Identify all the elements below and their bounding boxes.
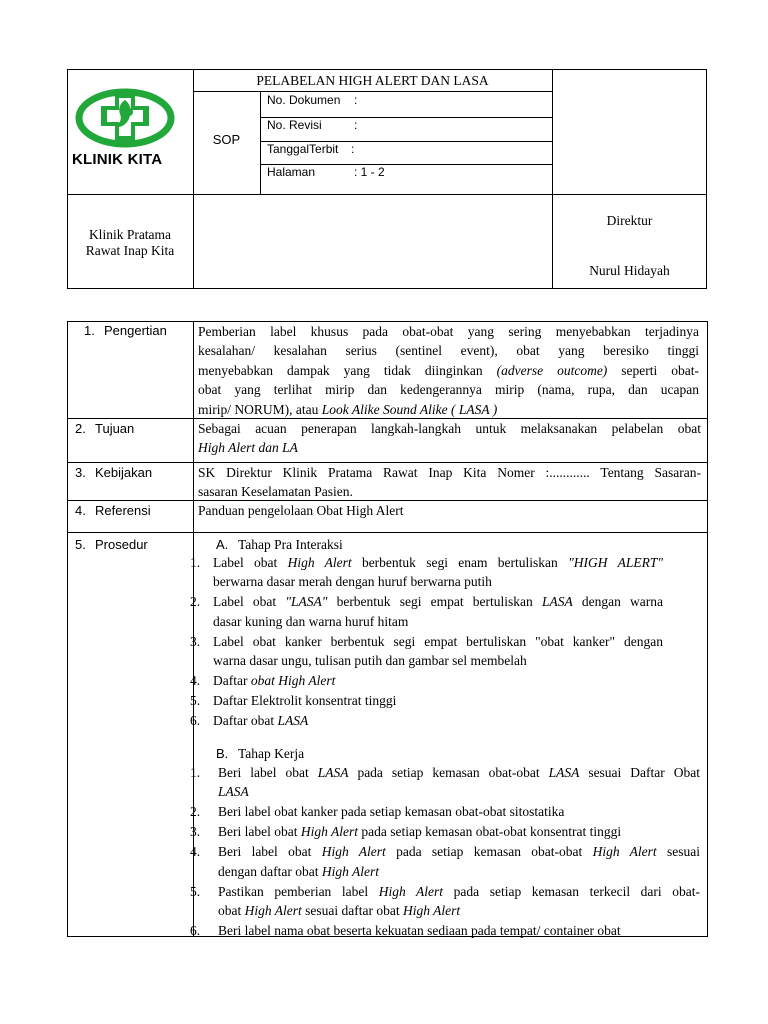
stage-a-item-number: 2. (190, 594, 201, 610)
tujuan-text: Sebagai acuan penerapan langkah-langkah untuk melaksanakan pelabelan obat High Alert dan LA (198, 421, 701, 456)
stage-a-item-number: 6. (190, 713, 201, 729)
row-number-prosedur: 5. (75, 537, 86, 552)
stage-b-item-number: 4. (190, 844, 201, 860)
info-label-tanggal: TanggalTerbit (267, 142, 339, 156)
document-title: PELABELAN HIGH ALERT DAN LASA (256, 73, 489, 88)
stage-a-item-text: Daftar obat LASA (213, 713, 309, 729)
stage-a-item-number: 5. (190, 693, 201, 709)
referensi-text: Panduan pengelolaan Obat High Alert (198, 503, 404, 518)
row-number-pengertian: 1. (84, 323, 95, 338)
clinic-name-line1: Klinik Pratama (88, 227, 172, 242)
pengertian-text: Pemberian label khusus pada obat-obat yang sering menyebabkan terjadinya kesalahan/ kesalahan serius (sentinel event), obat yang beresiko tinggi menyebabkan dampak yang tidak diinginkan (adverse outcome) seperti obat- obat yang terlihat mirip dan kedengerannya mirip (nama, rupa, dan ucapan mirip/ NORUM), atau Look Alike Sound Alike ( LASA ) (198, 324, 700, 417)
stage-a-item-text: Daftar Elektrolit konsentrat tinggi (213, 693, 397, 709)
director-name: Nurul Hidayah (589, 263, 670, 278)
stage-b-item-text: Pastikan pemberian label High Alert pada setiap kemasan terkecil dari obat- obat High Alert sesuai daftar obat High Alert (218, 883, 700, 919)
stage-b-item-number: 1. (190, 765, 201, 780)
stage-b-item-text: Beri label nama obat beserta kekuatan sediaan pada tempat/ container obat (218, 923, 621, 939)
stage-b-item-text: Beri label obat High Alert pada setiap kemasan obat-obat konsentrat tinggi (218, 824, 622, 840)
row-number-kebijakan: 3. (75, 465, 86, 480)
kebijakan-text: SK Direktur Klinik Pratama Rawat Inap Kita Nomer :............ Tentang Sasaran- sasaran Keselamatan Pasien. (198, 465, 701, 500)
info-value-tanggal: : (351, 142, 355, 156)
clinic-name-line2: Rawat Inap Kita (85, 243, 175, 258)
stage-a-item-text: Label obat kanker berbentuk segi empat bertuliskan "obat kanker" dengan warna dasar ungu, tulisan putih dan gambar sel membelah (213, 633, 663, 669)
info-value-dokumen: : (354, 93, 358, 107)
row-number-tujuan: 2. (75, 421, 86, 436)
row-number-referensi: 4. (75, 503, 86, 518)
stage-a-title: Tahap Pra Interaksi (238, 537, 343, 552)
stage-a-item-text: Label obat High Alert berbentuk segi enam bertuliskan "HIGH ALERT" berwarna dasar merah dengan huruf berwarna putih (213, 555, 664, 590)
info-value-revisi: : (354, 118, 358, 132)
info-value-halaman: : 1 - 2 (354, 165, 385, 179)
stage-b-item-number: 2. (190, 804, 201, 820)
info-label-dokumen: No. Dokumen (267, 93, 341, 107)
sop-label: SOP (212, 132, 241, 147)
stage-b-item-number: 3. (190, 824, 201, 840)
row-label-referensi: Referensi (95, 503, 151, 518)
stage-a-letter: A. (216, 537, 229, 552)
stage-a-item-number: 1. (190, 555, 201, 570)
clinic-logo-icon (72, 86, 190, 148)
stage-b-item-text: Beri label obat LASA pada setiap kemasan obat-obat LASA sesuai Daftar Obat LASA (218, 765, 700, 800)
stage-b-item-number: 6. (190, 923, 201, 939)
row-label-pengertian: Pengertian (104, 323, 167, 338)
clinic-logo (72, 86, 190, 186)
info-label-halaman: Halaman (267, 165, 316, 179)
logo-text: KLINIK KITA (72, 151, 163, 168)
info-label-revisi: No. Revisi (267, 118, 322, 132)
stage-b-item-number: 5. (190, 883, 201, 899)
stage-a-item-text: Label obat "LASA" berbentuk segi empat bertuliskan LASA dengan warna dasar kuning dan warna huruf hitam (213, 594, 663, 629)
row-label-tujuan: Tujuan (95, 421, 135, 436)
stage-b-letter: B. (216, 746, 229, 761)
stage-b-title: Tahap Kerja (238, 746, 305, 761)
stage-a-item-number: 4. (190, 673, 201, 689)
stage-a-item-number: 3. (190, 633, 201, 649)
row-label-prosedur: Prosedur (95, 537, 148, 552)
director-title: Direktur (606, 213, 653, 228)
stage-a-item-text: Daftar obat High Alert (213, 673, 336, 689)
stage-b-item-text: Beri label obat kanker pada setiap kemasan obat-obat sitostatika (218, 804, 565, 820)
stage-b-item-text: Beri label obat High Alert pada setiap kemasan obat-obat High Alert sesuai dengan daftar obat High Alert (218, 844, 700, 879)
row-label-kebijakan: Kebijakan (95, 465, 153, 480)
